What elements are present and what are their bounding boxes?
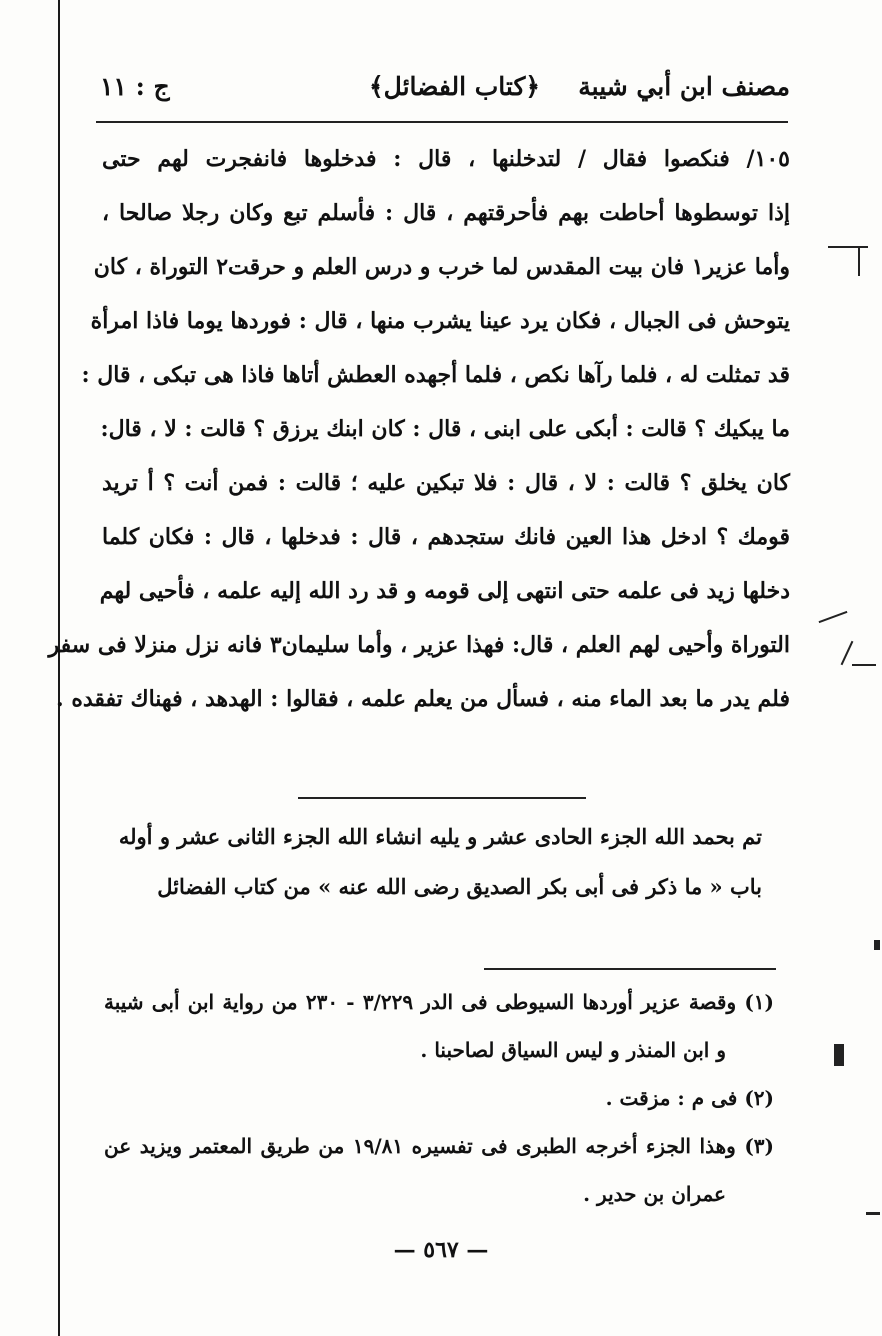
scan-mark bbox=[866, 1212, 880, 1215]
footnote-line: (١) وقصة عزير أوردها السيوطى فى الدر ٣/٢٢٩ - ٢٣٠ من رواية ابن أبى شيبة bbox=[104, 990, 775, 1014]
footnote-1 bbox=[104, 978, 774, 1074]
text-line: وأما عزير١ فان بيت المقدس لما خرب و درس العلم و حرقت٢ التوراة ، كان bbox=[93, 254, 790, 280]
main-text bbox=[48, 132, 790, 726]
scan-mark bbox=[841, 641, 854, 665]
text-line: قومك ؟ ادخل هذا العين فانك ستجدهم ، قال : فدخلها ، قال : فكان كلما bbox=[102, 524, 790, 550]
text-line: ١٠٥/ فنكصوا فقال / لتدخلنها ، قال : فدخلوها فانفجرت لهم حتى bbox=[102, 146, 790, 172]
text-line: كان يخلق ؟ قالت : لا ، قال : فلا تبكين عليه ؛ قالت : فمن أنت ؟ أ تريد bbox=[102, 470, 790, 496]
footnote-rule bbox=[484, 968, 776, 970]
section-title: ﴿كتاب الفضائل﴾ bbox=[369, 72, 540, 101]
footnotes bbox=[104, 978, 774, 1218]
header-rule bbox=[96, 121, 788, 123]
scan-mark bbox=[858, 246, 860, 276]
text-line: إذا توسطوها أحاطت بهم فأحرقتهم ، قال : فأسلم تبع وكان رجلا صالحا ، bbox=[102, 200, 790, 226]
footnote-2 bbox=[104, 1074, 774, 1122]
footnote-line: (٢) فى م : مزقت . bbox=[605, 1086, 774, 1110]
scan-mark bbox=[874, 940, 880, 950]
section-divider bbox=[298, 797, 586, 799]
scan-mark bbox=[819, 611, 848, 623]
colophon-line: باب « ما ذكر فى أبى بكر الصديق رضى الله عنه » من كتاب الفضائل bbox=[157, 874, 762, 899]
page-number: — ٥٦٧ — bbox=[393, 1237, 489, 1263]
footnote-3 bbox=[104, 1122, 774, 1218]
text-line: دخلها زيد فى علمه حتى انتهى إلى قومه و قد رد الله إليه علمه ، فأحيى لهم bbox=[99, 578, 790, 604]
text-line: التوراة وأحيى لهم العلم ، قال: فهذا عزير ، وأما سليمان٣ فانه نزل منزلا فى سفر bbox=[48, 632, 790, 658]
text-line: قد تمثلت له ، فلما رآها نكص ، فلما أجهده العطش أتاها فاذا هى تبكى ، قال : bbox=[81, 362, 790, 388]
book-title: مصنف ابن أبي شيبة bbox=[578, 72, 790, 101]
scan-mark bbox=[834, 1044, 844, 1066]
footnote-line: (٣) وهذا الجزء أخرجه الطبرى فى تفسيره ١٩/٨١ من طريق المعتمر ويزيد عن bbox=[104, 1134, 774, 1158]
footnote-line: عمران بن حدير . bbox=[583, 1182, 726, 1206]
colophon-line: تم بحمد الله الجزء الحادى عشر و يليه انشاء الله الجزء الثانى عشر و أوله bbox=[118, 824, 762, 849]
footnote-line: و ابن المنذر و ليس السياق لصاحبنا . bbox=[420, 1038, 726, 1062]
text-line: ما يبكيك ؟ قالت : أبكى على ابنى ، قال : كان ابنك يرزق ؟ قالت : لا ، قال: bbox=[100, 416, 790, 442]
text-line: يتوحش فى الجبال ، فكان يرد عينا يشرب منها ، قال : فوردها يوما فاذا امرأة bbox=[90, 308, 790, 334]
volume-number: ج : ١١ bbox=[100, 72, 170, 101]
scan-mark bbox=[852, 664, 876, 666]
text-line: فلم يدر ما بعد الماء منه ، فسأل من يعلم علمه ، فقالوا : الهدهد ، فهناك تفقده . bbox=[56, 686, 790, 712]
colophon bbox=[120, 812, 762, 912]
running-header bbox=[100, 66, 790, 116]
scan-mark bbox=[828, 246, 868, 248]
